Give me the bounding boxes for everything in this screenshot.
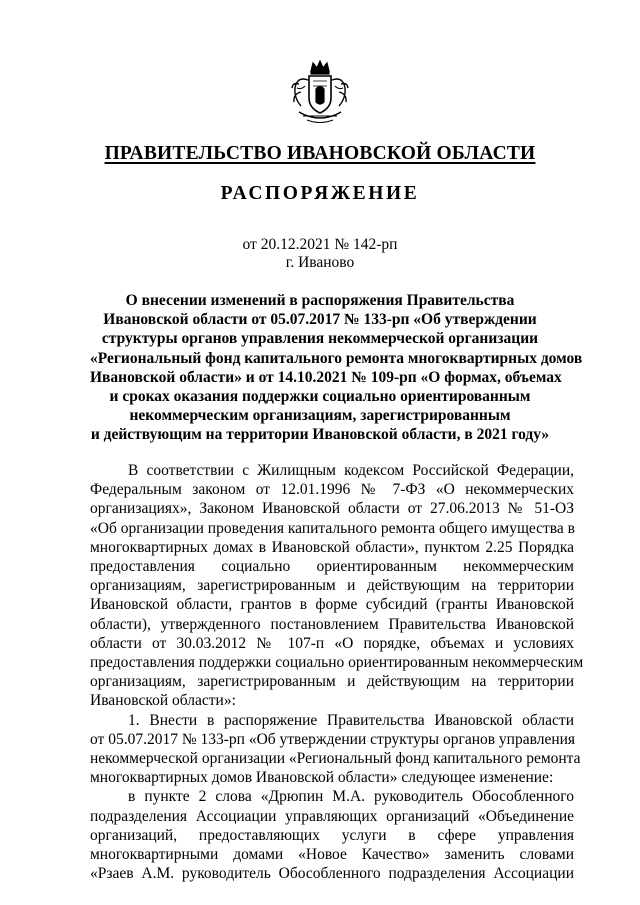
subject-line: Ивановской области» и от 14.10.2021 № 109-рп «О формах, объемах: [90, 368, 562, 386]
document-type: РАСПОРЯЖЕНИЕ: [220, 183, 420, 204]
subject-line: и сроках оказания поддержки социально ориентированным: [109, 388, 531, 406]
subject-line: Ивановской области от 05.07.2017 № 133-рп «Об утверждении: [103, 311, 537, 329]
body-line: многоквартирных домов Ивановской области» следующее изменение:: [90, 769, 554, 787]
body-line: организациям, зарегистрированным и действующим на территории: [90, 673, 574, 691]
body-line: области), утвержденного постановлением Правительства Ивановской: [90, 615, 574, 633]
body-line: организациям, зарегистрированным и действующим на территории: [90, 577, 574, 595]
government-title: ПРАВИТЕЛЬСТВО ИВАНОВСКОЙ ОБЛАСТИ: [104, 143, 536, 164]
body-line: от 05.07.2017 № 133-рп «Об утверждении структуры органов управления: [90, 730, 576, 748]
body-line: В соответствии с Жилищным кодексом Российской Федерации,: [128, 462, 574, 479]
body-line: некоммерческой организации «Региональный фонд капитального ремонта: [90, 750, 581, 768]
subject-line: и действующим на территории Ивановской области, в 2021 году»: [90, 426, 550, 444]
body-line: «Рзаев А.М. руководитель Обособленного подразделения Ассоциации: [90, 865, 574, 883]
body-line: многоквартирных домах в Ивановской области», пунктом 2.25 Порядка: [90, 538, 574, 556]
document-city: г. Иваново: [285, 254, 355, 271]
document-body: [90, 461, 584, 883]
subject-line: некоммерческим организациям, зарегистрированным: [129, 407, 511, 425]
body-line: 1. Внести в распоряжение Правительства Ивановской области: [128, 711, 574, 729]
coat-of-arms-emblem: [289, 58, 351, 128]
body-line: Федеральным законом от 12.01.1996 № 7-ФЗ «О некоммерческих: [90, 481, 574, 499]
body-line: Ивановской области, грантов в форме субсидий (гранты Ивановской: [90, 596, 574, 614]
subject-line: структуры органов управления некоммерческой организации: [101, 330, 539, 348]
body-line: в пункте 2 слова «Дрюпин М.А. руководитель Обособленного: [128, 788, 574, 806]
document-date-number: от 20.12.2021 № 142-рп: [242, 236, 398, 253]
body-line: «Об организации проведения капитального ремонта общего имущества в: [90, 519, 575, 537]
body-line: предоставления социально ориентированным некоммерческим: [90, 558, 574, 576]
body-line: многоквартирными домами «Новое Качество» заменить словами: [90, 846, 574, 864]
subject-line: О внесении изменений в распоряжения Правительства: [125, 292, 515, 309]
body-line: Ивановской области»:: [90, 692, 236, 710]
body-line: подразделения Ассоциации управляющих организаций «Объединение: [90, 807, 574, 825]
subject-line: «Региональный фонд капитального ремонта многоквартирных домов: [90, 349, 583, 367]
document-subject: [90, 291, 583, 445]
body-line: организаций, предоставляющих услуги в сфере управления: [90, 826, 574, 844]
body-line: области от 30.03.2012 № 107-п «О порядке, объемах и условиях: [90, 634, 574, 652]
body-line: предоставления поддержки социально ориентированным некоммерческим: [90, 654, 584, 672]
body-line: организациях», Законом Ивановской области от 27.06.2013 № 51-ОЗ: [90, 500, 574, 518]
